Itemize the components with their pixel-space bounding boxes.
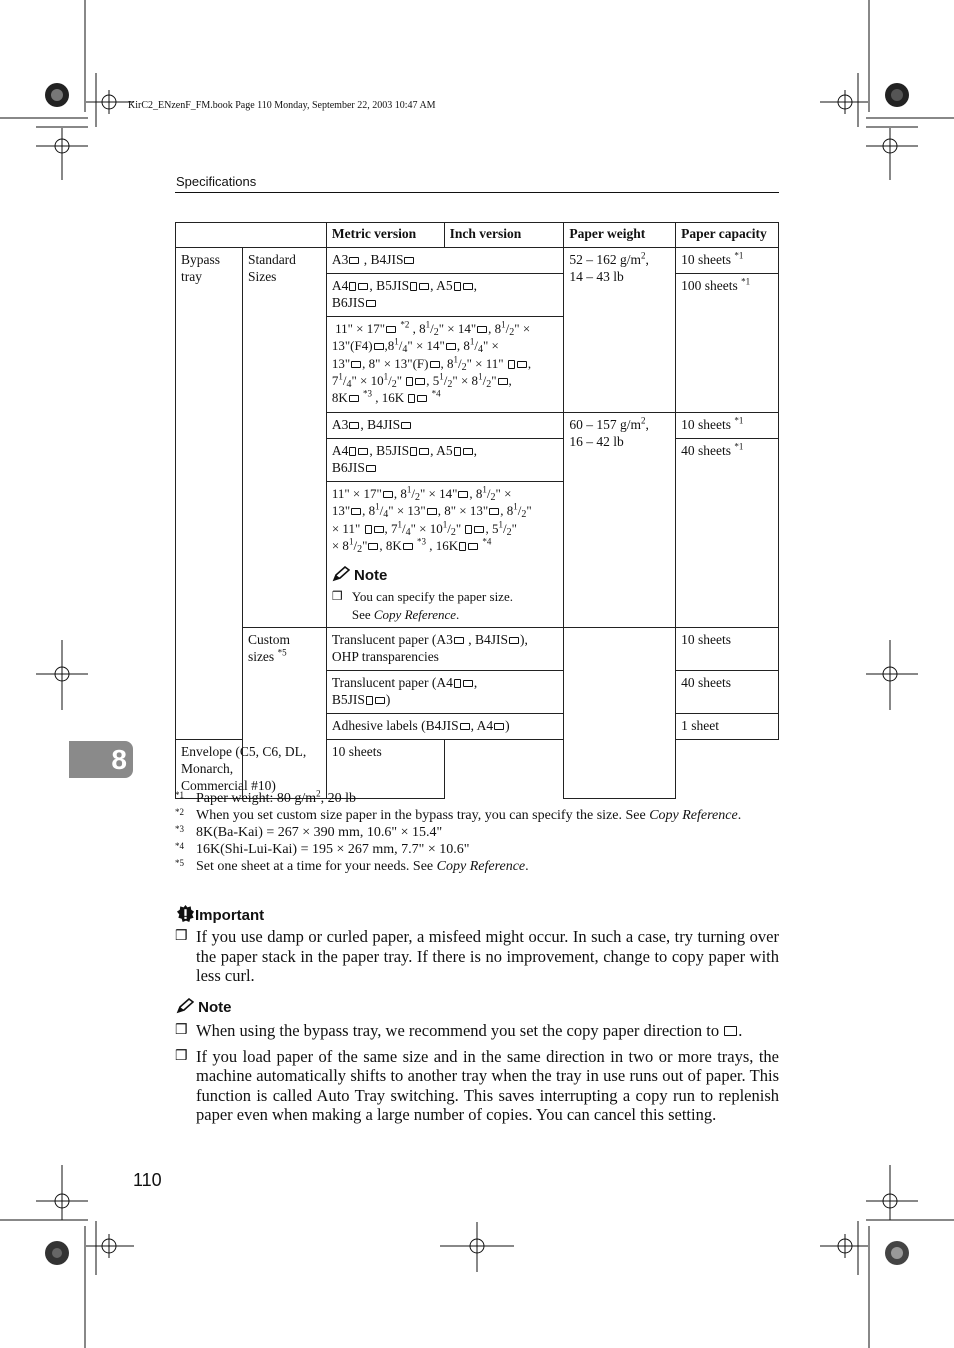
header-rule xyxy=(175,192,779,193)
portrait-icon xyxy=(349,282,356,291)
landscape-icon xyxy=(366,300,376,307)
important-list xyxy=(175,927,779,986)
note-heading xyxy=(176,998,232,1016)
pencil-icon xyxy=(176,998,194,1014)
portrait-icon xyxy=(410,282,417,291)
book-info: KirC2_ENzenF_FM.book Page 110 Monday, September 22, 2003 10:47 AM xyxy=(128,100,436,111)
landscape-icon xyxy=(463,283,473,290)
footnote: *4 16K(Shi-Lui-Kai) = 195 × 267 mm, 7.7" × 10.6" xyxy=(175,841,470,857)
important-heading xyxy=(176,904,264,924)
table-row xyxy=(176,248,779,274)
sizes-cell: A4 , B5JIS , A5 , B6JIS xyxy=(326,274,564,317)
landscape-icon xyxy=(419,283,429,290)
portrait-icon xyxy=(454,282,461,291)
table-note: Note ❒ You can specify the paper size. See Copy Reference. xyxy=(331,567,513,622)
footnote: *1 Paper weight: 80 $g/m^2$, 20 lb xyxy=(175,788,357,806)
paper-spec-table xyxy=(175,222,779,799)
sizes-cell: A3 , B4JIS xyxy=(326,413,564,439)
header-blank xyxy=(176,223,327,248)
capacity-cell: 10 sheets $^{*1}$ xyxy=(676,413,779,439)
table-row xyxy=(176,628,779,671)
sizes-cell: A3 , B4JIS xyxy=(326,248,564,274)
capacity-cell: 1 sheet xyxy=(676,714,779,740)
header-weight: Paper weight xyxy=(564,223,676,248)
section-header: Specifications xyxy=(176,174,257,189)
capacity-cell: 10 sheets xyxy=(676,628,779,671)
landscape-icon xyxy=(404,257,414,264)
pencil-icon xyxy=(332,566,350,582)
standard-sizes-label: Standard Sizes xyxy=(242,248,326,628)
sizes-cell-inch: 11" × 17" , $8^1/_2$" × 14" , $8^1/_2$" × 13" , $8^1/_4$" × 13" , 8" × 13" , $8^1/_2$" × 11" , $7^1/_4$" × $10^1/_2$" , $5^1/_2$" × $8^1/_2$" , 8K $^{*3}$ , 16K $^{*4}$ Note ❒ You can specify the paper size. See Copy Reference. xyxy=(326,482,564,628)
landscape-icon xyxy=(724,1026,737,1036)
footnote: *5 Set one sheet at a time for your needs. See Copy Reference. xyxy=(175,858,529,874)
chapter-tab xyxy=(69,741,133,778)
important-icon xyxy=(176,904,195,923)
sizes-cell: A4 , B5JIS , A5 , B6JIS xyxy=(326,439,564,482)
table-note-text: You can specify the paper size. xyxy=(351,589,513,605)
custom-sizes-label: Custom sizes $^{*5}$ xyxy=(242,628,326,799)
page-number: 110 xyxy=(133,1170,162,1190)
footnote: *3 8K(Ba-Kai) = 267 × 390 mm, 10.6" × 15.4" xyxy=(175,824,443,840)
sizes-cell-inch: 11" × 17" $^{*2}$ , $8^1/_2$" × 14" , $8^1/_2$" × 13"(F4) $,8^1/_4$" × 14" , $8^1/_4$" × 13" , 8" × 13"(F) , $8^1/_2$" × 11" , $7^1/_4$" × $10^1/_2$" , $5^1/_2$" × $8^1/_2$" , 8K $^{*3}$ , 16K $^{*4}$ xyxy=(326,317,564,413)
capacity-cell: 10 sheets $^{*1}$ xyxy=(676,248,779,274)
weight-cell: 60 – 157 $g/m^2$, 16 – 42 lb xyxy=(564,413,676,628)
table-header-row xyxy=(176,223,779,248)
header-metric: Metric version xyxy=(326,223,444,248)
landscape-icon xyxy=(349,257,359,264)
list-item: ❒ When using the bypass tray, we recommend you set the copy paper direction to . xyxy=(175,1021,743,1040)
note-list xyxy=(175,1021,779,1125)
list-item: ❒ If you use damp or curled paper, a misfeed might occur. In such a case, try turning over the paper stack in the paper tray. If there is no improvement, change to copy paper with less curl. xyxy=(175,927,779,985)
custom-size-cell: Translucent paper (A3 , B4JIS ), OHP transparencies xyxy=(326,628,564,671)
table-note-title: Note xyxy=(354,567,388,585)
note-title: Note xyxy=(198,999,232,1016)
landscape-icon xyxy=(358,283,368,290)
chapter-number: 8 xyxy=(111,744,127,775)
weight-cell-empty xyxy=(564,628,676,799)
header-capacity: Paper capacity xyxy=(676,223,779,248)
list-item: ❒ If you load paper of the same size and in the same direction in two or more trays, the machine automatically shifts to another tray when the tray in use runs out of paper. This function is called Auto Tray switching. This saves interrupting a copy run to replenish paper even when making a large number of copies. You can cancel this setting. xyxy=(175,1046,779,1124)
capacity-cell: 40 sheets xyxy=(676,671,779,714)
footnote: *2 When you set custom size paper in the bypass tray, you can specify the size. See Copy Reference. xyxy=(175,807,742,823)
capacity-cell: 10 sheets xyxy=(326,740,444,799)
bypass-tray-label: Bypass tray xyxy=(176,248,243,740)
weight-cell: 52 – 162 $g/m^2$, 14 – 43 lb xyxy=(564,248,676,413)
custom-size-cell: Envelope (C5, C6, DL, Monarch, Commercial #10) xyxy=(176,740,327,799)
capacity-cell: 100 sheets $^{*1}$ xyxy=(676,274,779,413)
custom-size-cell: Adhesive labels (B4JIS , A4 ) xyxy=(326,714,564,740)
custom-size-cell: Translucent paper (A4 , B5JIS ) xyxy=(326,671,564,714)
header-inch: Inch version xyxy=(444,223,564,248)
important-title: Important xyxy=(195,907,265,924)
footnotes xyxy=(175,790,779,875)
capacity-cell: 40 sheets $^{*1}$ xyxy=(676,439,779,628)
